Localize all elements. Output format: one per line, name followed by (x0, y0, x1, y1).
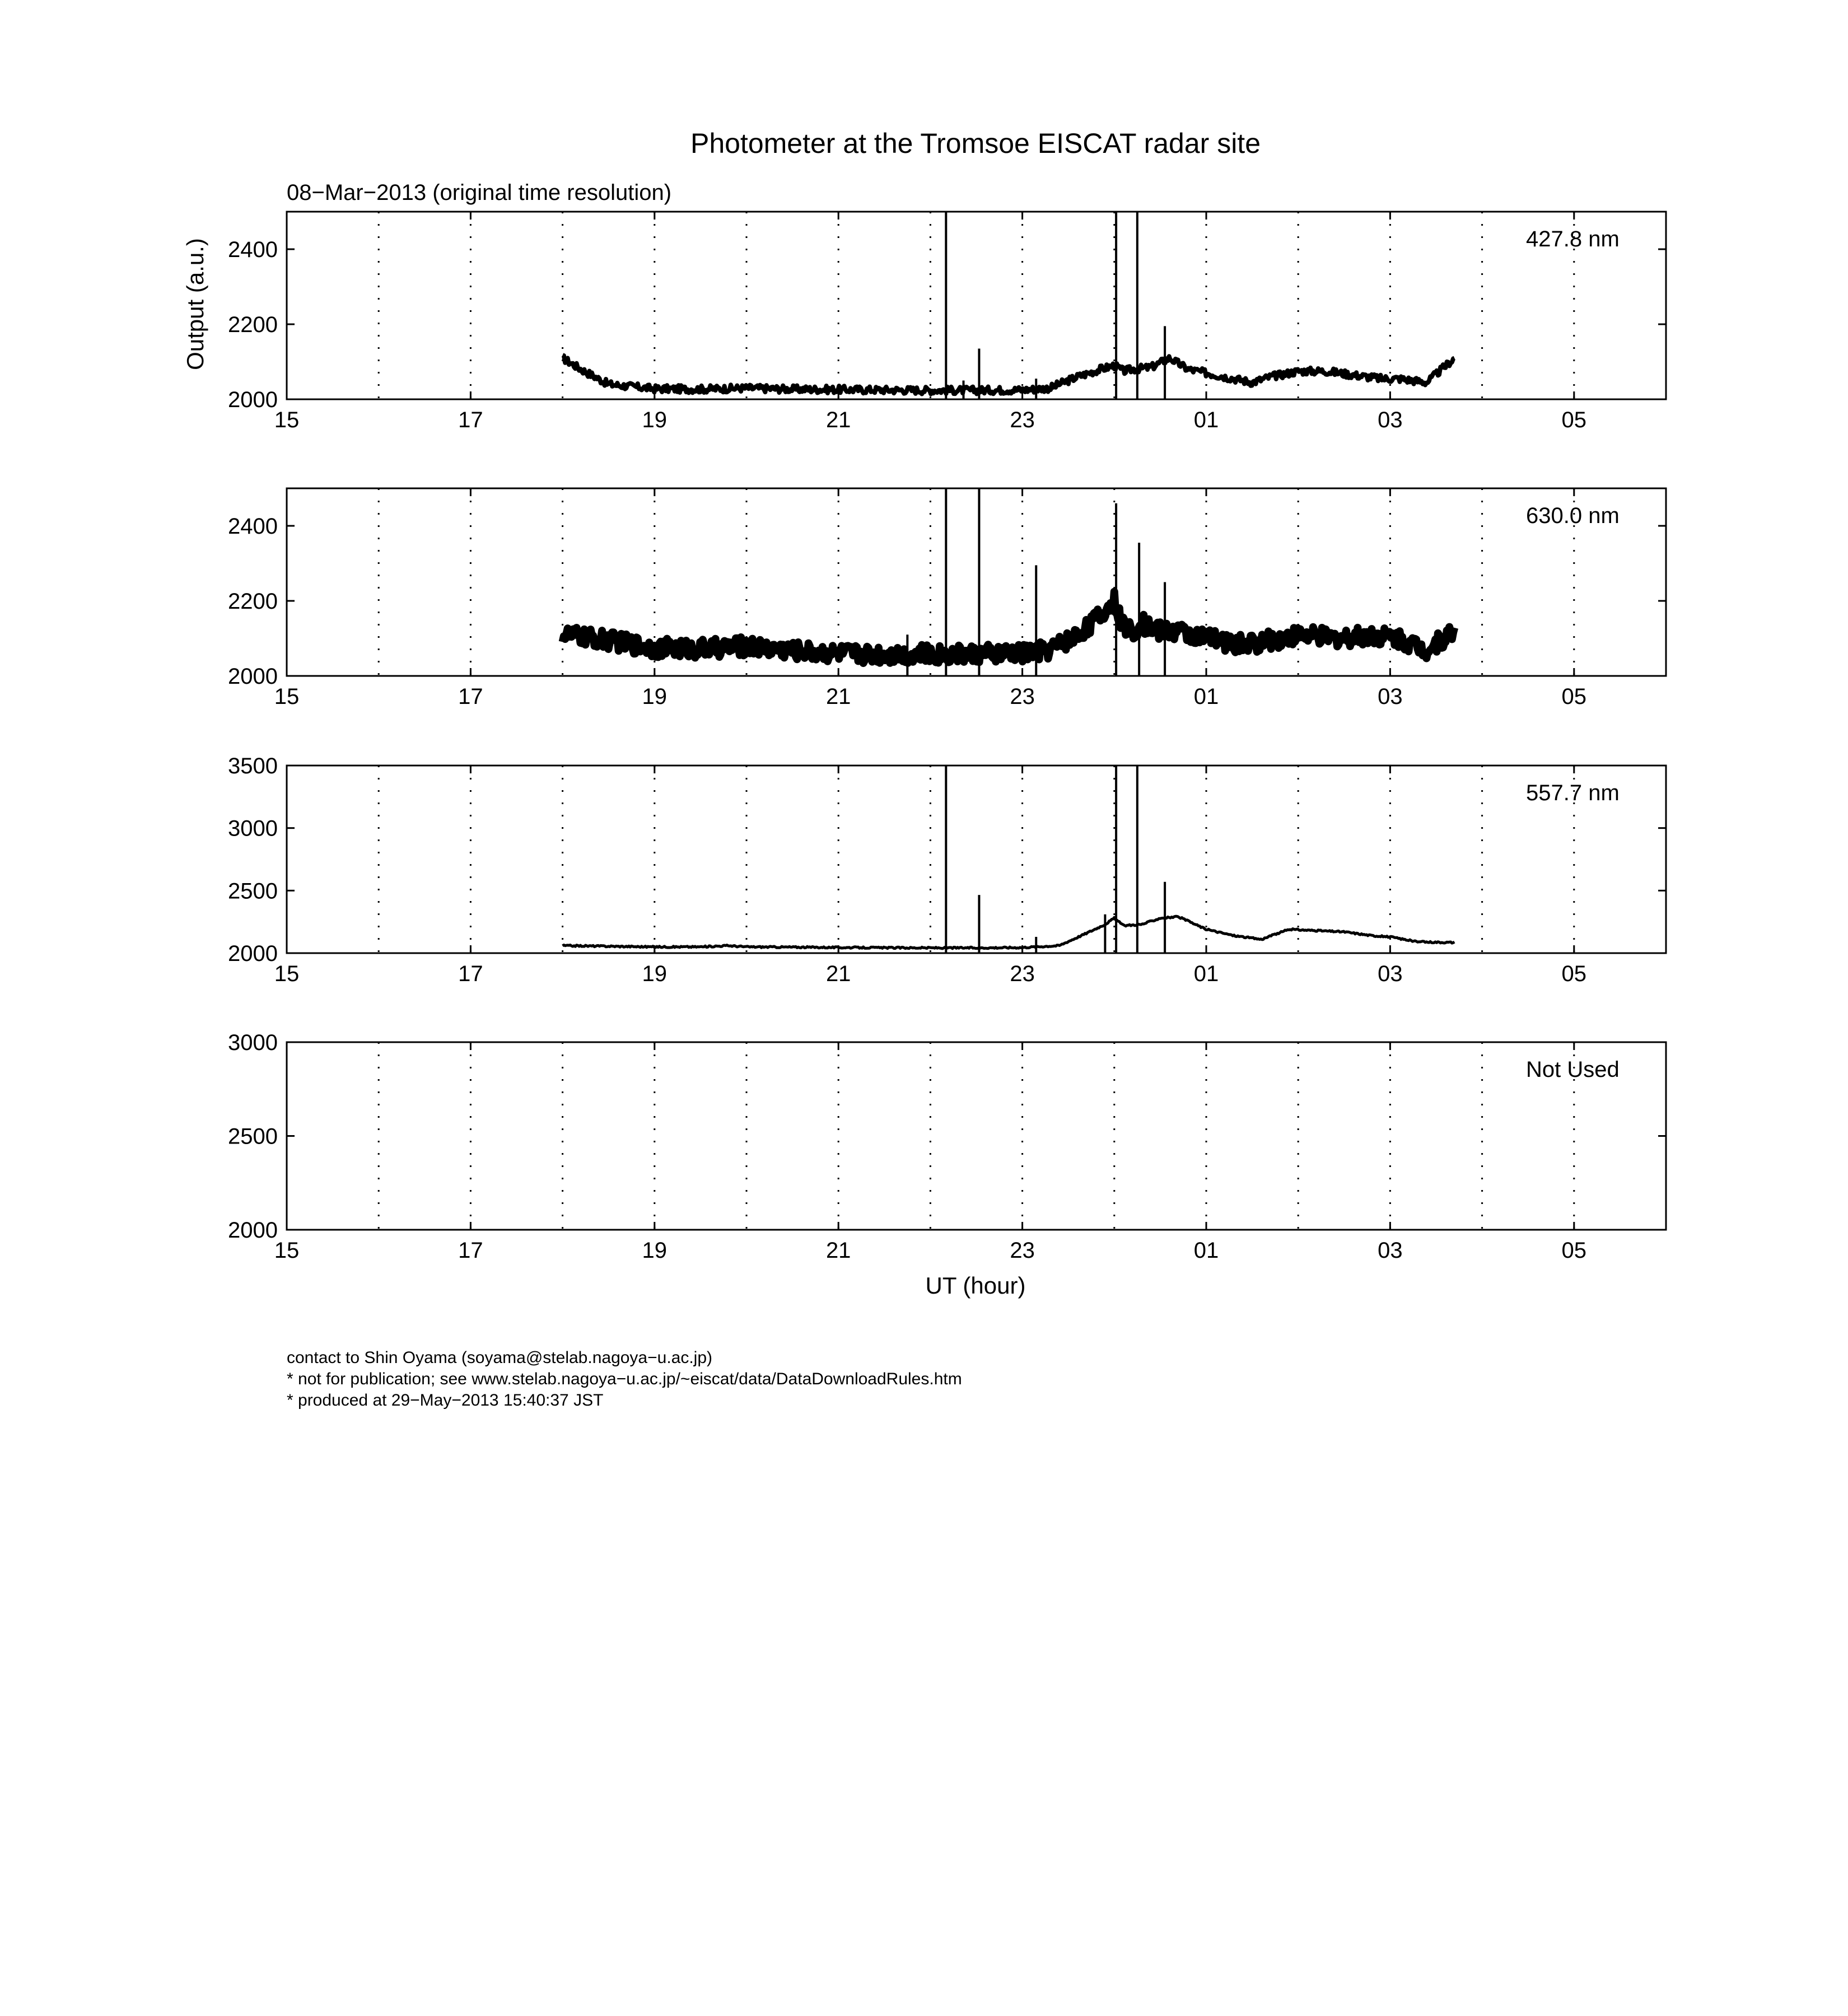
footer-produced: * produced at 29−May−2013 15:40:37 JST (287, 1391, 604, 1410)
x-tick-label: 15 (274, 684, 300, 709)
y-tick-label: 3000 (228, 816, 278, 841)
x-tick-label: 19 (642, 408, 668, 432)
x-tick-label: 23 (1010, 962, 1035, 986)
figure-title: Photometer at the Tromsoe EISCAT radar site (690, 128, 1261, 159)
panel-2 (228, 488, 1666, 709)
x-tick-label: 23 (1010, 1238, 1035, 1263)
x-tick-label: 05 (1561, 962, 1587, 986)
y-tick-label: 2200 (228, 312, 278, 337)
series-line (563, 916, 1455, 949)
x-tick-label: 19 (642, 962, 668, 986)
panels-group (228, 212, 1666, 1263)
y-tick-label: 2000 (228, 941, 278, 966)
x-tick-label: 03 (1378, 684, 1403, 709)
x-tick-label: 23 (1010, 684, 1035, 709)
footer-contact: contact to Shin Oyama (soyama@stelab.nagoya−u.ac.jp) (287, 1348, 713, 1367)
x-tick-label: 17 (458, 962, 483, 986)
figure-subtitle: 08−Mar−2013 (original time resolution) (287, 180, 672, 205)
y-tick-label: 3000 (228, 1030, 278, 1055)
series-line (563, 355, 1455, 394)
x-tick-label: 19 (642, 684, 668, 709)
y-axis-label: Output (a.u.) (182, 238, 208, 370)
x-tick-label: 17 (458, 1238, 483, 1263)
y-tick-label: 2200 (228, 589, 278, 614)
panel-1 (228, 212, 1666, 432)
x-tick-label: 01 (1193, 962, 1219, 986)
y-tick-label: 2500 (228, 879, 278, 904)
x-axis-label: UT (hour) (925, 1272, 1026, 1299)
x-tick-label: 03 (1378, 1238, 1403, 1263)
series-line (563, 592, 1455, 664)
x-tick-label: 17 (458, 684, 483, 709)
x-tick-label: 23 (1010, 408, 1035, 432)
y-tick-label: 2000 (228, 388, 278, 412)
x-tick-label: 21 (825, 408, 851, 432)
x-tick-label: 01 (1193, 1238, 1219, 1263)
footer-usage-note: * not for publication; see www.stelab.nagoya−u.ac.jp/~eiscat/data/DataDownloadRules.htm (287, 1370, 962, 1388)
axes-frame (287, 1042, 1666, 1230)
panel-label: Not Used (1526, 1057, 1620, 1082)
x-tick-label: 05 (1561, 684, 1587, 709)
x-tick-label: 05 (1561, 1238, 1587, 1263)
y-tick-label: 2500 (228, 1124, 278, 1149)
axes-frame (287, 766, 1666, 953)
y-tick-label: 2000 (228, 1218, 278, 1243)
x-tick-label: 03 (1378, 962, 1403, 986)
x-tick-label: 15 (274, 1238, 300, 1263)
x-tick-label: 21 (825, 684, 851, 709)
panel-label: 630.0 nm (1526, 503, 1620, 528)
x-tick-label: 01 (1193, 684, 1219, 709)
y-tick-label: 2000 (228, 664, 278, 689)
panel-4 (228, 1030, 1666, 1263)
x-tick-label: 03 (1378, 408, 1403, 432)
panel-3 (228, 754, 1666, 986)
x-tick-label: 01 (1193, 408, 1219, 432)
panel-label: 557.7 nm (1526, 781, 1620, 805)
x-tick-label: 19 (642, 1238, 668, 1263)
axes-frame (287, 212, 1666, 399)
x-tick-label: 15 (274, 408, 300, 432)
x-tick-label: 05 (1561, 408, 1587, 432)
y-tick-label: 2400 (228, 514, 278, 539)
x-tick-label: 15 (274, 962, 300, 986)
x-tick-label: 21 (825, 962, 851, 986)
x-tick-label: 17 (458, 408, 483, 432)
x-tick-label: 21 (825, 1238, 851, 1263)
y-tick-label: 2400 (228, 237, 278, 262)
panel-label: 427.8 nm (1526, 227, 1620, 251)
y-tick-label: 3500 (228, 754, 278, 778)
